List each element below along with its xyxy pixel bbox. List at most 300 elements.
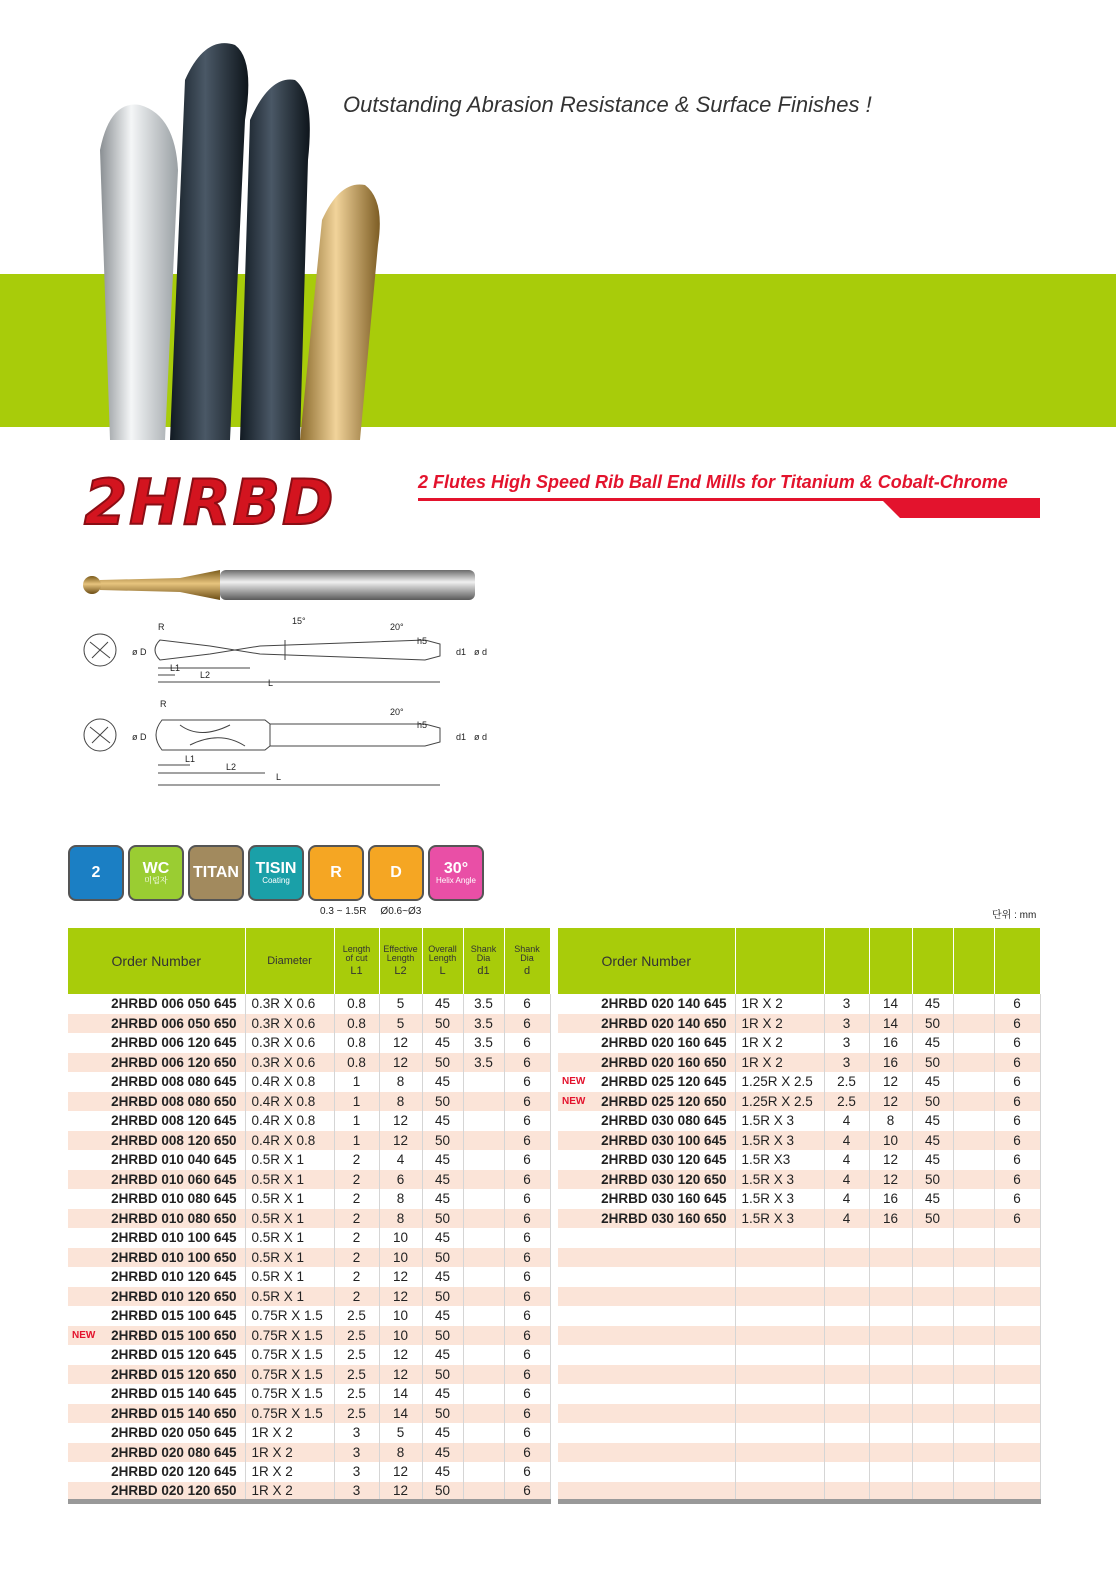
d-cell [504,1267,550,1287]
l2-cell [869,1228,912,1248]
l1-cell-text: 2 [352,1230,361,1246]
l2-cell [869,1482,912,1502]
order-number-cell-text: 2HRBD 010 040 645 [111,1152,237,1168]
l2-cell [869,1443,912,1463]
l2-cell [379,1092,422,1112]
l-cell [912,1384,953,1404]
d-cell [504,1111,550,1131]
table-row [558,1053,1040,1073]
diameter-cell-text: 0.5R X 1 [251,1191,305,1207]
diameter-cell [735,1228,824,1248]
l-cell-text: 45 [434,1152,451,1168]
order-number-cell [68,1267,245,1287]
l-cell-text: 45 [434,1269,451,1285]
svg-text:2HRBD: 2HRBD [84,468,336,538]
l-cell [422,1326,463,1346]
l-cell [422,1306,463,1326]
l1-cell-text: 2.5 [347,1386,366,1402]
l1-cell [824,1209,869,1229]
d-cell [504,994,550,1014]
l-cell [912,1423,953,1443]
diameter-cell-text: 1.25R X 2.5 [741,1093,813,1109]
l-cell [912,1267,953,1287]
order-number-cell-text: 2HRBD 006 120 650 [111,1054,237,1070]
l1-cell [334,1150,379,1170]
l1-cell [824,1189,869,1209]
l-cell [422,1111,463,1131]
l-cell [422,1443,463,1463]
col-l2: Effective Length L2 [379,928,422,994]
order-number-cell [68,1248,245,1268]
new-badge: NEW [562,1095,586,1107]
diameter-cell-text: 0.75R X 1.5 [251,1366,323,1382]
feature-icons [68,845,484,901]
l2-cell [869,1404,912,1424]
l-cell-text: 50 [434,1093,451,1109]
l2-cell-text: 8 [886,1113,895,1129]
d1-cell-text: 3.5 [474,1054,493,1070]
d1-cell [953,994,994,1014]
l-cell [912,1072,953,1092]
l2-cell-text: 5 [396,1425,405,1441]
order-number-cell [558,1131,735,1151]
order-number-cell-text: 2HRBD 030 100 645 [601,1132,727,1148]
l-cell-text: 45 [924,1113,941,1129]
d1-cell [953,1053,994,1073]
diameter-cell [735,1150,824,1170]
diameter-cell [735,1014,824,1034]
order-number-cell [68,1053,245,1073]
l1-cell [824,1072,869,1092]
d1-cell [463,1482,504,1502]
order-number-cell [68,1404,245,1424]
l2-cell-text: 12 [882,1093,899,1109]
col-l1: Length of cut L1 [334,928,379,994]
l-cell-text: 50 [434,1132,451,1148]
d1-cell [953,1131,994,1151]
l1-cell-text: 4 [842,1171,851,1187]
d-cell-text: 6 [523,1405,531,1421]
l2-cell [379,1482,422,1502]
l2-cell-text: 8 [396,1074,405,1090]
l1-cell [824,1267,869,1287]
diameter-cell [245,1267,334,1287]
d-cell [504,1014,550,1034]
table-row [68,1189,550,1209]
l1-cell-text: 2 [352,1249,361,1265]
order-number-cell-text: 2HRBD 010 080 645 [111,1191,237,1207]
l1-cell-text: 2.5 [347,1308,366,1324]
diameter-cell [245,1248,334,1268]
order-number-cell [68,1482,245,1502]
carbide-icon [128,845,184,901]
l1-cell [334,1248,379,1268]
order-number-cell [558,1365,735,1385]
order-number-cell-text: 2HRBD 020 160 645 [601,1035,727,1051]
diameter-range: Ø0.6~Ø3 [380,906,422,917]
d1-cell [953,1287,994,1307]
l-cell [912,1248,953,1268]
l-cell-text: 45 [434,1386,451,1402]
l2-cell-text: 12 [392,1288,409,1304]
order-number-cell-text: 2HRBD 030 120 650 [601,1171,727,1187]
l-cell-text: 45 [434,1171,451,1187]
icon-text: 30° [443,860,469,877]
l-cell [422,1033,463,1053]
d-cell [994,1228,1040,1248]
col-diameter [735,928,824,994]
table-row [558,1189,1040,1209]
d1-cell [463,994,504,1014]
l-cell-text: 50 [924,1015,941,1031]
l2-cell-text: 12 [882,1171,899,1187]
order-number-cell-text: 2HRBD 008 120 650 [111,1132,237,1148]
order-number-cell-text: 2HRBD 020 120 650 [111,1482,237,1498]
d1-cell-text: 3.5 [474,1015,493,1031]
diameter-cell [245,1462,334,1482]
l1-cell-text: 1 [352,1074,361,1090]
d-cell-text: 6 [523,1386,531,1402]
d-cell-text: 6 [523,1015,531,1031]
l-cell-text: 50 [924,1093,941,1109]
order-number-cell [68,1092,245,1112]
diameter-cell-text: 0.75R X 1.5 [251,1386,323,1402]
l1-cell [824,1345,869,1365]
diameter-cell [245,1443,334,1463]
l-cell [422,1287,463,1307]
d-cell [504,1404,550,1424]
diameter-cell [245,1482,334,1502]
table-row [68,1365,550,1385]
l-cell [912,1365,953,1385]
d1-cell [463,1248,504,1268]
new-badge: NEW [72,1329,96,1341]
l1-cell [334,1423,379,1443]
d-cell [994,1150,1040,1170]
d-cell-text: 6 [1013,1210,1021,1226]
l2-cell [869,1365,912,1385]
l1-cell [824,1326,869,1346]
d1-cell [953,1462,994,1482]
table-row [68,1248,550,1268]
l2-cell [379,994,422,1014]
l-cell [912,1033,953,1053]
d-cell-text: 6 [523,1288,531,1304]
l2-cell-text: 10 [392,1308,409,1324]
order-number-cell-text: 2HRBD 030 160 650 [601,1210,727,1226]
l-cell [422,1189,463,1209]
technical-drawing [70,560,510,800]
d1-cell [463,1014,504,1034]
svg-text:L2: L2 [200,670,211,680]
order-number-cell [558,1072,735,1092]
l2-cell-text: 16 [882,1191,899,1207]
l1-cell [824,1365,869,1385]
icon-text: TISIN [255,860,297,877]
diameter-cell-text: 0.4R X 0.8 [251,1074,316,1090]
diameter-cell [245,1365,334,1385]
d-cell-text: 6 [523,1308,531,1324]
order-number-cell [558,1053,735,1073]
order-number-cell [68,1072,245,1092]
d1-cell [463,1365,504,1385]
d-cell [504,1033,550,1053]
diameter-cell-text: 0.5R X 1 [251,1288,305,1304]
diameter-cell [245,1189,334,1209]
l-cell-text: 45 [434,1074,451,1090]
order-number-cell [558,1345,735,1365]
l2-cell-text: 5 [396,996,405,1012]
d-cell [504,1209,550,1229]
l-cell [422,994,463,1014]
order-number-cell [558,1443,735,1463]
diameter-cell [245,1423,334,1443]
l1-cell-text: 4 [842,1113,851,1129]
d1-cell [463,1033,504,1053]
l2-cell-text: 12 [882,1074,899,1090]
d-cell [994,1170,1040,1190]
l-cell [912,994,953,1014]
l1-cell [334,1482,379,1502]
d-cell-text: 6 [523,1444,531,1460]
l1-cell [334,1287,379,1307]
order-number-cell-text: 2HRBD 015 120 645 [111,1347,237,1363]
d-cell [994,1072,1040,1092]
diameter-cell-text: 1.5R X3 [741,1152,791,1168]
d-cell-text: 6 [523,1132,531,1148]
svg-text:20°: 20° [390,707,404,717]
l-cell [912,1170,953,1190]
table-row [68,1150,550,1170]
l2-cell-text: 14 [882,1015,899,1031]
order-number-cell-text: 2HRBD 020 140 650 [601,1015,727,1031]
table-row [68,1209,550,1229]
table-row [558,1404,1040,1424]
d1-cell [463,1267,504,1287]
l1-cell-text: 2 [352,1191,361,1207]
diameter-cell [245,1228,334,1248]
diameter-cell [735,1365,824,1385]
order-number-cell [558,1248,735,1268]
d1-cell [463,1287,504,1307]
d-cell-text: 6 [523,1210,531,1226]
l-cell-text: 45 [434,1425,451,1441]
order-number-cell [558,1150,735,1170]
svg-text:15°: 15° [292,616,306,626]
d-cell-text: 6 [1013,1074,1021,1090]
l-cell [422,1267,463,1287]
l1-cell [334,994,379,1014]
d-cell [994,1092,1040,1112]
order-number-cell-text: 2HRBD 015 140 645 [111,1386,237,1402]
l2-cell [379,1228,422,1248]
l2-cell-text: 14 [882,996,899,1012]
l1-cell [334,1014,379,1034]
l1-cell [334,1462,379,1482]
svg-text:L: L [276,772,282,782]
diameter-cell [735,1209,824,1229]
l1-cell-text: 2 [352,1269,361,1285]
order-number-cell-text: 2HRBD 008 120 645 [111,1113,237,1129]
l2-cell-text: 10 [392,1249,409,1265]
order-number-cell [558,1462,735,1482]
table-row [68,1443,550,1463]
diameter-cell-text: 0.5R X 1 [251,1230,305,1246]
l1-cell-text: 4 [842,1210,851,1226]
d1-cell [953,1014,994,1034]
l1-cell [824,1170,869,1190]
d1-cell [953,1306,994,1326]
d-cell-text: 6 [523,1113,531,1129]
table-row [68,1326,550,1346]
diameter-cell-text: 0.4R X 0.8 [251,1113,316,1129]
order-number-cell-text: 2HRBD 010 100 650 [111,1249,237,1265]
table-row [558,1462,1040,1482]
l1-cell [824,1150,869,1170]
l2-cell [379,1072,422,1092]
diameter-cell-text: 1R X 2 [251,1482,293,1498]
diameter-cell-text: 1R X 2 [251,1444,293,1460]
d-cell-text: 6 [523,1054,531,1070]
l-cell [912,1404,953,1424]
diameter-cell [245,1150,334,1170]
l1-cell [334,1033,379,1053]
table-row [558,1092,1040,1112]
d-cell [994,1014,1040,1034]
col-order-number: Order Number [558,928,735,994]
col-l [912,928,953,994]
table-row [68,1033,550,1053]
l1-cell [824,994,869,1014]
table-row [558,1111,1040,1131]
svg-text:d1: d1 [456,732,467,742]
svg-text:h5: h5 [417,720,428,730]
l2-cell [869,1053,912,1073]
order-number-cell [558,1326,735,1346]
l-cell-text: 45 [924,1074,941,1090]
l1-cell-text: 2 [352,1152,361,1168]
l1-cell [334,1111,379,1131]
l2-cell-text: 12 [392,1347,409,1363]
d1-cell [463,1053,504,1073]
l-cell [422,1209,463,1229]
order-number-cell [68,1131,245,1151]
diameter-cell-text: 0.75R X 1.5 [251,1405,323,1421]
col-d1 [953,928,994,994]
l2-cell [869,1267,912,1287]
diameter-cell [735,994,824,1014]
l2-cell-text: 12 [392,1366,409,1382]
l1-cell-text: 1 [352,1093,361,1109]
order-number-cell [558,994,735,1014]
diameter-cell [245,1131,334,1151]
d1-cell [463,1150,504,1170]
d-cell [504,1189,550,1209]
table-row [558,1287,1040,1307]
table-row [68,1131,550,1151]
l2-cell [869,1072,912,1092]
icon-text: 2 [91,864,101,881]
order-number-cell [558,1111,735,1131]
order-number-cell-text: 2HRBD 006 120 645 [111,1035,237,1051]
l-cell [912,1462,953,1482]
order-number-cell [558,1228,735,1248]
d-cell-text: 6 [523,996,531,1012]
l-cell [422,1423,463,1443]
l2-cell-text: 10 [882,1132,899,1148]
l-cell [912,1345,953,1365]
d-cell [994,1306,1040,1326]
d-cell [994,1423,1040,1443]
l2-cell [869,1189,912,1209]
table-row [558,1131,1040,1151]
d1-cell [953,1033,994,1053]
order-number-cell-text: 2HRBD 030 080 645 [601,1113,727,1129]
l2-cell [379,1326,422,1346]
diameter-cell-text: 0.3R X 0.6 [251,1015,316,1031]
d-cell [994,1033,1040,1053]
l2-cell [379,1462,422,1482]
l2-cell-text: 8 [396,1444,405,1460]
diameter-cell-text: 1R X 2 [741,1015,783,1031]
spec-table-right [558,928,1041,1504]
order-number-cell [558,1306,735,1326]
diameter-cell-text: 1.5R X 3 [741,1210,795,1226]
l-cell [422,1072,463,1092]
l-cell-text: 50 [924,1210,941,1226]
table-row [558,1345,1040,1365]
order-number-cell [558,1014,735,1034]
l-cell-text: 45 [434,1464,451,1480]
d1-cell [953,1072,994,1092]
table-row [558,1033,1040,1053]
diameter-cell [245,1326,334,1346]
l-cell [422,1248,463,1268]
d-cell [504,1482,550,1502]
svg-text:ø d: ø d [474,732,488,742]
d-cell-text: 6 [523,1464,531,1480]
diameter-cell-text: 1.5R X 3 [741,1171,795,1187]
l2-cell [869,1111,912,1131]
order-number-cell-text: 2HRBD 020 140 645 [601,996,727,1012]
d-cell [504,1306,550,1326]
order-number-cell-text: 2HRBD 010 120 650 [111,1288,237,1304]
d1-cell [953,1326,994,1346]
d-cell [994,994,1040,1014]
l2-cell-text: 16 [882,1035,899,1051]
diameter-cell-text: 0.75R X 1.5 [251,1308,323,1324]
l1-cell-text: 4 [842,1132,851,1148]
diameter-cell-text: 1R X 2 [741,996,783,1012]
diameter-cell-text: 0.5R X 1 [251,1152,305,1168]
table-row [558,1326,1040,1346]
d1-cell [463,1384,504,1404]
d1-cell [463,1443,504,1463]
svg-text:L: L [268,678,274,688]
diameter-cell [245,1111,334,1131]
order-number-cell [558,1092,735,1112]
l2-cell [869,1014,912,1034]
order-number-cell [558,1189,735,1209]
l-cell [422,1170,463,1190]
d-cell-text: 6 [523,1093,531,1109]
l2-cell-text: 10 [392,1327,409,1343]
l1-cell [334,1365,379,1385]
l1-cell [824,1228,869,1248]
l2-cell [379,1267,422,1287]
col-d: Shank Dia d [504,928,550,994]
l1-cell [334,1267,379,1287]
